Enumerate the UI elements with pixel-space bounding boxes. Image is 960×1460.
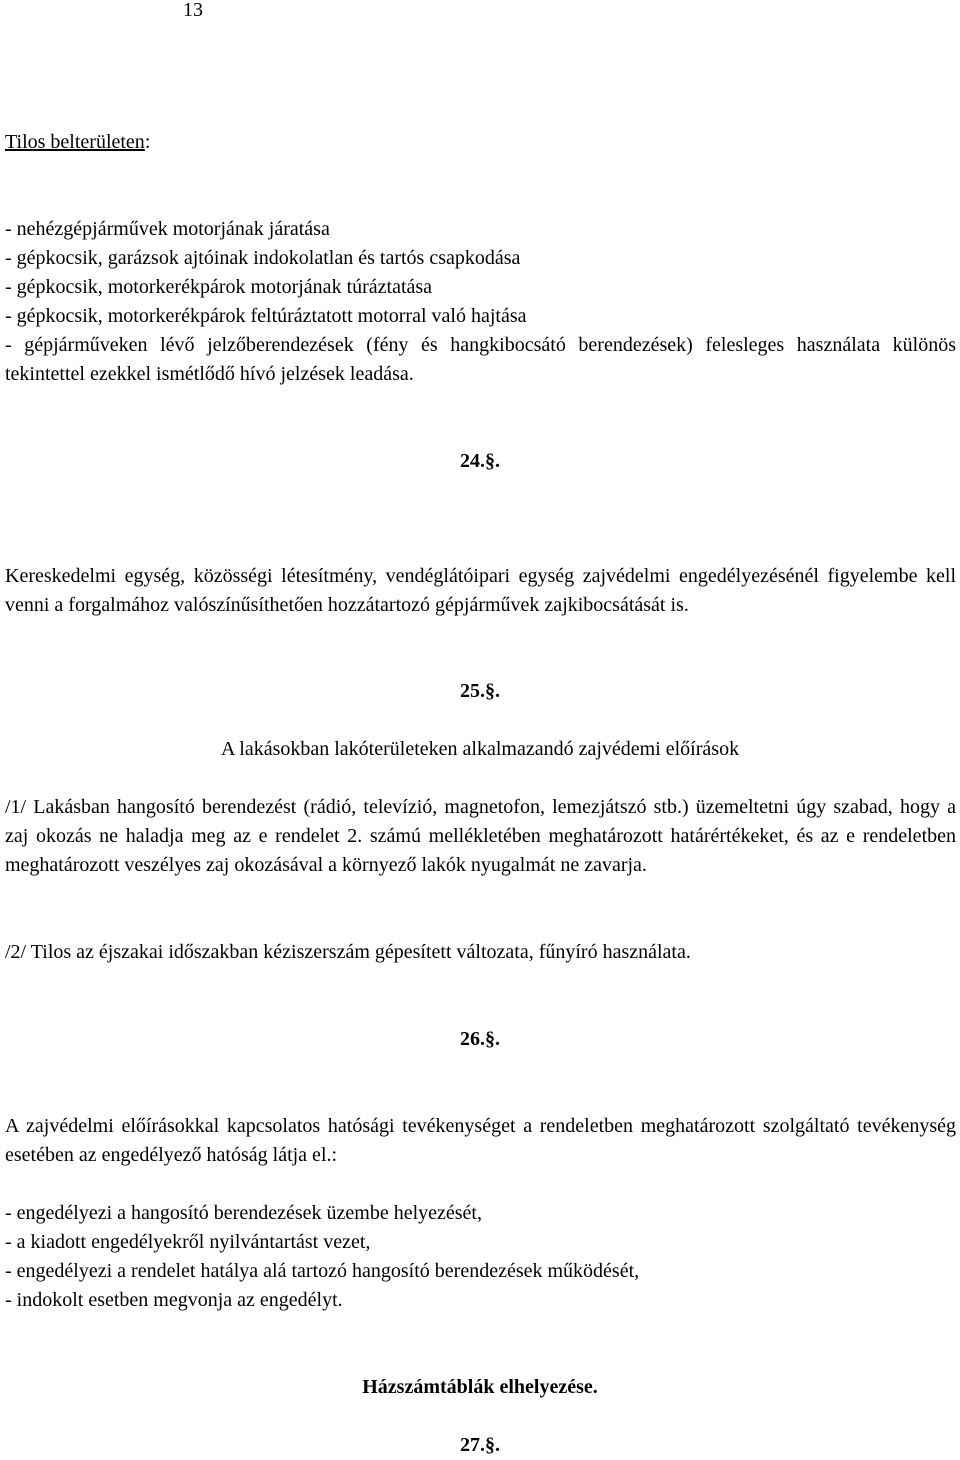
list-item: - nehézgépjárművek motorjának járatása [5,218,330,240]
section-26-paragraph: A zajvédelmi előírásokkal kapcsolatos hatósági tevékenységet a rendeletben meghatározott szolgáltató tevékenység esetében az engedélyező hatóság látja el.: [5,1115,956,1166]
section-25-paragraph-2: /2/ Tilos az éjszakai időszakban kéziszerszám gépesített változata, fűnyíró használata. [5,941,691,963]
section-24-number: 24.§. [460,450,500,472]
heading-tilos-text: Tilos belterületen [5,131,145,153]
section-25-title: A lakásokban lakóterületeken alkalmazandó zajvédemi előírások [220,738,740,760]
list-item: - gépkocsik, motorkerékpárok motorjának túráztatása [5,276,433,298]
list-item: - engedélyezi a hangosító berendezések üzembe helyezését, [5,1202,482,1224]
section-25-number: 25.§. [460,680,500,702]
list-item: - engedélyezi a rendelet hatálya alá tartozó hangosító berendezések működését, [5,1260,640,1282]
section-25-paragraph-1: /1/ Lakásban hangosító berendezést (rádió, televízió, magnetofon, lemezjátszó stb.) üzemeltetni úgy szabad, hogy a zaj okozás ne haladja meg az e rendelet 2. számú mellékletében meghatározott határértékeket, és az e rendeletben meghatározott veszélyes zaj okozásával a környező lakók nyugalmát ne zavarja. [5,796,956,876]
list-item: - gépkocsik, garázsok ajtóinak indokolatlan és tartós csapkodása [5,247,521,269]
list-item: - a kiadott engedélyekről nyilvántartást vezet, [5,1231,371,1253]
heading-tilos-belteruleten [5,128,956,157]
list-item: - indokolt esetben megvonja az engedélyt. [5,1289,343,1311]
list-item: - gépkocsik, motorkerékpárok feltúráztatott motorral való hajtása [5,305,527,327]
section-24-paragraph: Kereskedelmi egység, közösségi létesítmény, vendéglátóipari egység zajvédelmi engedélyezésénél figyelembe kell venni a forgalmához valószínűsíthetően hozzátartozó gépjárművek zajkibocsátását is. [5,565,956,616]
section-26-number: 26.§. [460,1028,500,1050]
heading-tilos-colon: : [144,131,151,153]
list-item: - gépjárműveken lévő jelzőberendezések (fény és hangkibocsátó berendezések) felesleges használata különös tekintettel ezekkel ismétlődő hívó jelzések leadása. [5,334,956,385]
tilos-list [5,215,956,389]
section-26-list [5,1199,956,1315]
section-27-number: 27.§. [460,1434,500,1456]
section-hazszam-title: Házszámtáblák elhelyezése. [362,1376,598,1398]
page-number: 13 [183,0,203,21]
